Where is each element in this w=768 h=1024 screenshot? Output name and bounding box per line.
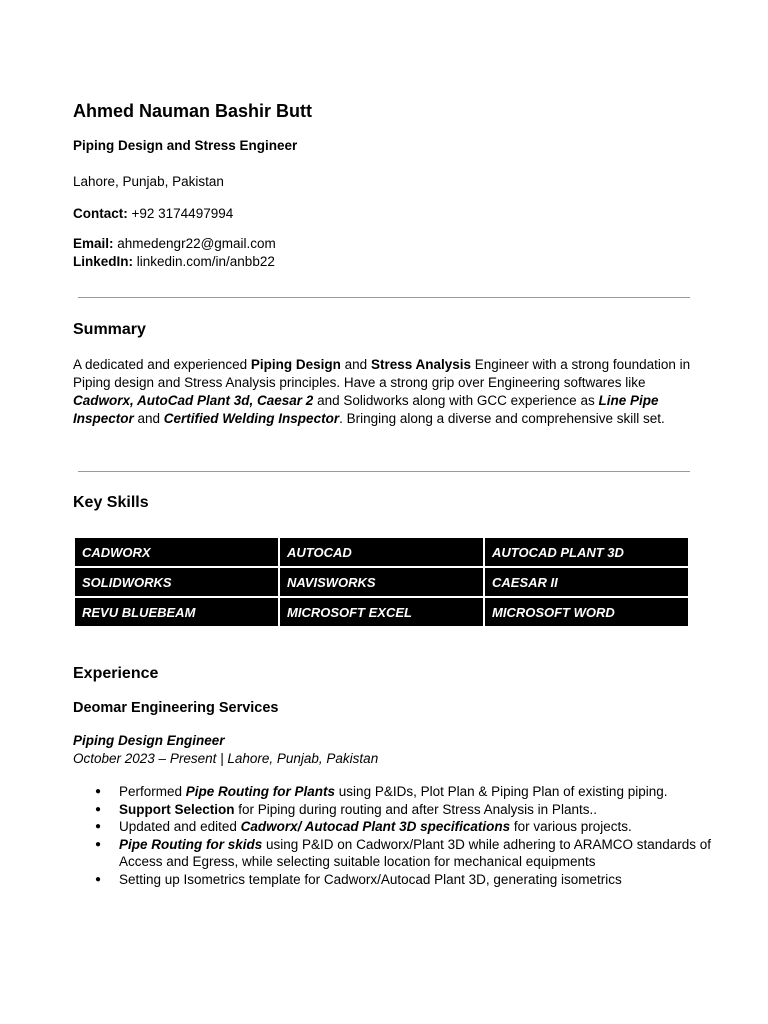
job-dates-location: October 2023 – Present | Lahore, Punjab, Pakistan: [73, 751, 379, 766]
bullet-text: Updated and edited: [119, 819, 241, 835]
skill-cell: MICROSOFT WORD: [485, 598, 688, 628]
experience-heading: Experience: [73, 665, 159, 682]
email-value[interactable]: ahmedengr22@gmail.com: [113, 236, 276, 251]
skill-cell: NAVISWORKS: [280, 568, 483, 598]
bullet-emphasis: Pipe Routing for Plants: [185, 784, 336, 799]
list-item: [119, 801, 719, 819]
skills-heading: Key Skills: [73, 494, 149, 511]
list-item: [119, 871, 719, 889]
bullet-text: Performed: [119, 784, 186, 799]
skill-cell: REVU BLUEBEAM: [75, 598, 278, 628]
summary-part: and: [133, 411, 164, 426]
list-item: [119, 836, 719, 871]
summary-bold-italic: Cadworx, AutoCad Plant 3d, Caesar 2: [73, 393, 314, 408]
summary-part: . Bringing along a diverse and comprehensive skill set.: [339, 411, 665, 426]
summary-heading: Summary: [73, 321, 146, 338]
divider: [78, 471, 690, 472]
summary-bold: Piping Design: [250, 357, 341, 372]
contact-label: Contact:: [73, 206, 128, 221]
bullet-text: using P&ID on Cadworx/Plant 3D while adhering to ARAMCO standards of Access and Egress, while selecting suitable location for mechanical equipments: [119, 836, 711, 870]
skills-row: [75, 538, 688, 568]
bullet-bold: Support Selection: [119, 801, 235, 817]
skill-cell: CAESAR II: [485, 568, 688, 598]
skills-table: [73, 538, 690, 628]
linkedin-label: LinkedIn:: [73, 254, 133, 269]
bullet-text: Setting up Isometrics template for Cadworx/Autocad Plant 3D, generating isometrics: [119, 871, 622, 887]
skill-cell: AUTOCAD: [280, 538, 483, 568]
summary-part: and: [340, 357, 371, 372]
bullet-text: for various projects.: [510, 819, 632, 835]
skill-cell: CADWORX: [75, 538, 278, 568]
linkedin-line: [73, 253, 275, 271]
summary-part: and Solidworks along with GCC experience as: [313, 393, 599, 408]
summary-bold: Stress Analysis: [370, 357, 471, 372]
summary-bold-italic: Certified Welding Inspector: [163, 411, 340, 426]
candidate-name: Ahmed Nauman Bashir Butt: [73, 101, 313, 121]
list-item: [119, 783, 719, 801]
contact-line: [73, 205, 233, 223]
experience-bullets: [73, 783, 719, 889]
linkedin-value[interactable]: linkedin.com/in/anbb22: [133, 254, 275, 269]
bullet-emphasis: Pipe Routing for skids: [119, 836, 263, 852]
email-line: [73, 235, 276, 253]
company-name: Deomar Engineering Services: [73, 700, 279, 716]
candidate-role: Piping Design and Stress Engineer: [73, 138, 298, 153]
email-label: Email:: [73, 236, 114, 251]
bullet-emphasis: Cadworx/ Autocad Plant 3D specifications: [240, 819, 511, 835]
summary-part: Engineer with a strong foundation in Piping design and Stress Analysis principles. Have a strong grip over Engineering softwares like: [73, 357, 691, 390]
skills-row: [75, 598, 688, 628]
skill-cell: AUTOCAD PLANT 3D: [485, 538, 688, 568]
skills-row: [75, 568, 688, 598]
contact-value: +92 3174497994: [127, 206, 234, 221]
summary-text: [73, 356, 698, 428]
skill-cell: SOLIDWORKS: [75, 568, 278, 598]
divider: [78, 297, 690, 298]
list-item: [119, 818, 719, 836]
location: Lahore, Punjab, Pakistan: [73, 174, 224, 189]
summary-bold-italic: Line Pipe Inspector: [73, 393, 659, 426]
job-title: Piping Design Engineer: [73, 733, 225, 748]
summary-part: A dedicated and experienced: [73, 357, 251, 372]
bullet-text: for Piping during routing and after Stress Analysis in Plants..: [234, 801, 597, 817]
bullet-text: using P&IDs, Plot Plan & Piping Plan of existing piping.: [335, 784, 668, 799]
skill-cell: MICROSOFT EXCEL: [280, 598, 483, 628]
